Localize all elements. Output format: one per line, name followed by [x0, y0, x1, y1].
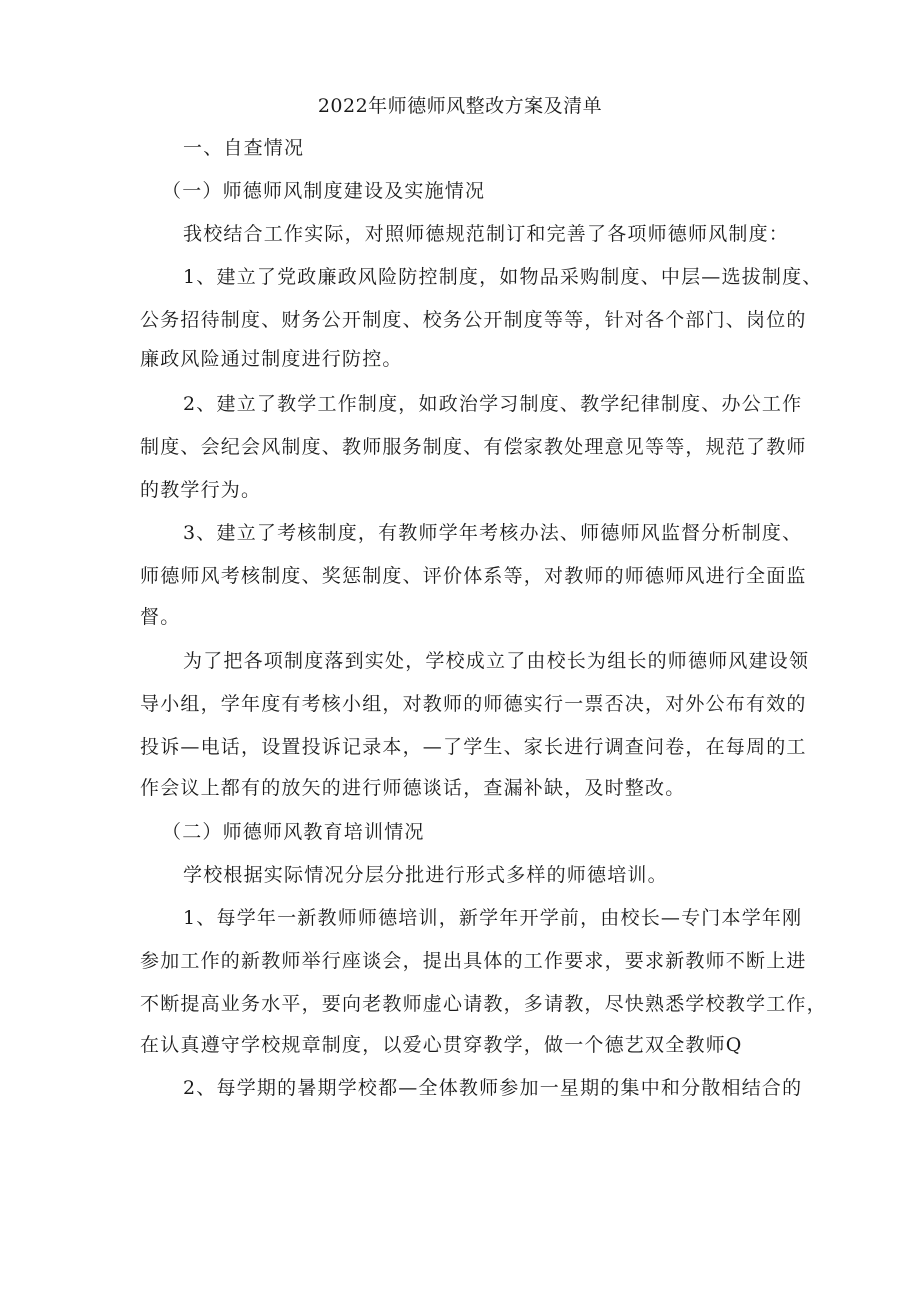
- subsection-heading-education-training: （二）师德师风教育培训情况: [162, 821, 425, 843]
- paragraph-line: 参加工作的新教师举行座谈会，提出具体的工作要求，要求新教师不断上进: [140, 950, 807, 972]
- paragraph-line: 制度、会纪会风制度、教师服务制度、有偿家教处理意见等等，规范了教师: [140, 436, 807, 458]
- paragraph-line: 不断提高业务水平，要向老教师虚心请教，多请教，尽快熟悉学校教学工作，: [140, 993, 827, 1015]
- paragraph-line: 投诉—电话，设置投诉记录本，—了学生、家长进行调查问卷，在每周的工: [140, 736, 807, 758]
- paragraph-line: 学校根据实际情况分层分批进行形式多样的师德培训。: [183, 864, 668, 886]
- section-heading-self-check: 一、自查情况: [183, 137, 305, 159]
- paragraph-line: 1、每学年一新教师师德培训，新学年开学前，由校长—专门本学年刚: [183, 907, 803, 929]
- paragraph-line: 3、建立了考核制度，有教师学年考核办法、师德师风监督分析制度、: [183, 522, 803, 544]
- paragraph-line: 2、建立了教学工作制度，如政治学习制度、教学纪律制度、办公工作: [183, 393, 803, 415]
- paragraph-line: 公务招待制度、财务公开制度、校务公开制度等等，针对各个部门、岗位的: [140, 309, 807, 331]
- paragraph-line: 1、建立了党政廉政风险防控制度，如物品采购制度、中层—选拔制度、: [183, 266, 823, 288]
- paragraph-line: 督。: [140, 606, 181, 628]
- paragraph-line: 在认真遵守学校规章制度，以爱心贯穿教学，做一个德艺双全教师Q: [140, 1034, 743, 1056]
- paragraph-line: 为了把各项制度落到实处，学校成立了由校长为组长的师德师风建设领: [183, 650, 810, 672]
- paragraph-line: 2、每学期的暑期学校都—全体教师参加一星期的集中和分散相结合的: [183, 1077, 803, 1099]
- paragraph-line: 廉政风险通过制度进行防控。: [140, 348, 403, 370]
- paragraph-line: 我校结合工作实际，对照师德规范制订和完善了各项师德师风制度：: [183, 223, 790, 245]
- paragraph-line: 师德师风考核制度、奖惩制度、评价体系等，对教师的师德师风进行全面监: [140, 565, 807, 587]
- document-title: 2022年师德师风整改方案及清单: [317, 95, 603, 117]
- subsection-heading-system-building: （一）师德师风制度建设及实施情况: [162, 180, 486, 202]
- paragraph-line: 导小组，学年度有考核小组，对教师的师德实行一票否决，对外公布有效的: [140, 693, 807, 715]
- paragraph-line: 作会议上都有的放矢的进行师德谈话，查漏补缺，及时整改。: [140, 777, 686, 799]
- paragraph-line: 的教学行为。: [140, 479, 262, 501]
